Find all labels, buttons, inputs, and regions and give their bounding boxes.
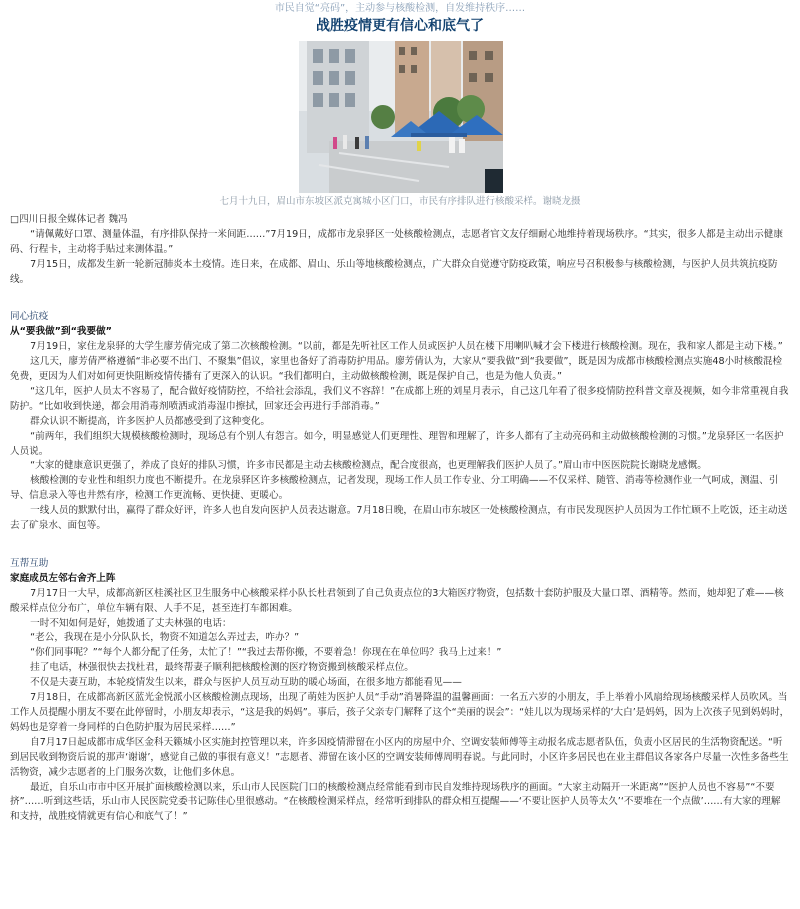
paragraph: 7月19日，家住龙泉驿的大学生廖芳倩完成了第二次核酸检测。“以前，都是先听社区工作人员或医护人员在楼下用喇叭喊才会下楼进行核酸检测。现在，我和家人都是主动下楼。”: [30, 341, 783, 353]
paragraph: 自7月17日起成都市成华区金科天籁城小区实施封控管理以来，许多因疫情滞留在小区内的房屋中介、空调安装师傅等主动报名成志愿者队伍，负责小区居民的生活物资配送。“听到居民收到物资后说的那声‘谢谢’，感觉自己做的事很有意义！”志愿者、滞留在该小区的空调安装师傅周明春说。与此同时，小区许多居民也在业主群倡议各家各户尽量一次性多备些生活物资，减少志愿者的上门服务次数，让他们多休息。: [10, 736, 789, 778]
byline: □四川日报全媒体记者 魏冯: [10, 214, 128, 225]
section-subheading: 家庭成员左邻右舍齐上阵: [10, 572, 116, 584]
paragraph: “你们同事呢？”“每个人都分配了任务，太忙了！”“我过去帮你搬，不要着急！你现在在单位吗？我马上过来！”: [30, 647, 502, 659]
section-heading: 同心抗疫: [10, 311, 49, 323]
kicker-line: 市民自觉“亮码”，主动参与核酸检测，自发维持秩序……: [274, 3, 526, 14]
paragraph: 7月18日，在成都高新区蓝光金悦派小区核酸检测点现场，出现了萌娃为医护人员“手动”消暑降温的温馨画面：一名五六岁的小朋友，手上举着小风扇给现场核酸采样人员吹风。当工作人员提醒小朋友不要在此停留时，小朋友却表示，“这是我的妈妈”。事后，孩子父亲专门解释了这个“美丽的误会”：“娃儿以为现场采样的‘大白’是妈妈，因为上次孩子见到妈妈时，妈妈也是穿着一身同样的白色防护服为居民采样……”: [10, 692, 790, 733]
section-heading: 互帮互助: [10, 557, 49, 569]
paragraph: 不仅是夫妻互助，本轮疫情发生以来，群众与医护人员互动互助的暖心场面，在很多地方都能看见——: [30, 677, 462, 689]
paragraph: 一时不知如何是好，她拨通了丈夫林强的电话：: [30, 617, 232, 629]
article-body: [10, 213, 790, 825]
news-photo: [299, 41, 503, 193]
section-subheading: 从“要我做”到“我要做”: [10, 326, 112, 338]
paragraph: 挂了电话，林强很快去找杜君，最终帮妻子顺利把核酸检测的医疗物资搬到核酸采样点位。: [30, 662, 414, 674]
paragraph: 核酸检测的专业性和组织力度也不断提升。在龙泉驿区许多核酸检测点，记者发现，现场工作人员工作专业、分工明确——不仅采样、随管、消毒等检测作业一气呵成，测温、引导、信息录入等也井然有序，检测工作更流畅、更快捷、更暖心。: [10, 475, 779, 502]
paragraph: “这几年，医护人员太不容易了，配合做好疫情防控，不给社会添乱，我们义不容辞！”在成都上班的刘星月表示，自己这几年看了很多疫情防控科普文章及视频，如今非常重视自我防护。“比如收到快递，都会用消毒剂喷洒或消毒湿巾擦拭，回家还会再进行手部消毒。”: [10, 385, 789, 412]
paragraph: 一线人员的默默付出，赢得了群众好评，许多人也自发向医护人员表达谢意。7月18日晚，在眉山市东坡区一处核酸检测点，有市民发现医护人员因为工作忙顾不上吃饭，还主动送去了矿泉水、面包等。: [10, 505, 788, 532]
paragraph: “大家的健康意识更强了，养成了良好的排队习惯，许多市民都是主动去核酸检测点，配合度很高，也更理解我们医护人员了。”眉山市中医医院院长谢晓龙感慨。: [30, 460, 707, 472]
news-photo-image: [299, 41, 503, 193]
paragraph: 7月15日，成都发生新一轮新冠肺炎本土疫情。连日来，在成都、眉山、乐山等地核酸检测点，广大群众自觉遵守防疫政策，响应号召积极参与核酸检测，与医护人员共筑抗疫防线。: [10, 258, 778, 285]
paragraph: 群众认识不断提高，许多医护人员都感受到了这种变化。: [30, 415, 270, 427]
paragraph: 7月17日一大早，成都高新区桂溪社区卫生服务中心核酸采样小队长杜君领到了自己负责点位的3大箱医疗物资，包括数十套防护服及大量口罩、酒精等。然而，她却犯了难——核酸采样点位分布广，单位车辆有限、人手不足，甚至连打车都困难。: [10, 587, 784, 614]
paragraph: “前两年，我们组织大规模核酸检测时，现场总有个别人有怨言。如今，明显感觉人们更理性、理智和理解了，许多人都有了主动亮码和主动做核酸检测的习惯。”龙泉驿区一名医护人员说。: [10, 430, 784, 457]
paragraph: 这几天，廖芳倩严格遵循“非必要不出门、不聚集”倡议，家里也备好了消毒防护用品。廖芳倩认为，大家从“要我做”到“我要做”，既是因为成都市核酸检测点实施48小时核酸混检免费，更因为人们对如何更快阻断疫情传播有了更深入的认识。“我们都明白，主动做核酸检测，既是保护自己，也是为他人负责。”: [10, 356, 783, 383]
paragraph: “老公，我现在是小分队队长，物资不知道怎么弄过去，咋办？”: [30, 632, 300, 644]
photo-caption: 七月十九日，眉山市东坡区派克寓城小区门口，市民有序排队进行核酸采样。谢晓龙摄: [219, 196, 581, 207]
headline: 战胜疫情更有信心和底气了: [316, 18, 484, 34]
paragraph: 最近，自乐山市市中区开展扩面核酸检测以来，乐山市人民医院门口的核酸检测点经常能看到市民自发维持现场秩序的画面。“大家主动隔开一米距离”“医护人员也不容易”“不要挤”……听到这些话，乐山市人民医院党委书记陈佳心里很感动。“在核酸检测采样点，经常听到排队的群众相互提醒——‘不要让医护人员等太久’‘不要堆在一个点做’……有大家的理解和支持，战胜疫情就更有信心和底气了！”: [10, 781, 781, 823]
paragraph: “请佩戴好口罩、测量体温，有序排队保持一米间距……”7月19日，成都市龙泉驿区一处核酸检测点，志愿者官文友仔细耐心地维持着现场秩序。“其实，很多人都是主动出示健康码、行程卡，主动将手贴过来测体温。”: [10, 228, 783, 255]
